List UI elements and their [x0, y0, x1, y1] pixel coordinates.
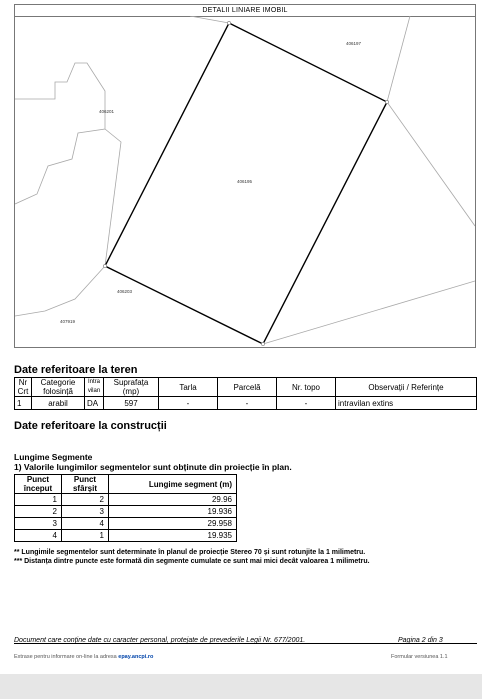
segmente-header-row [15, 475, 237, 494]
neighbour-line-right [387, 16, 410, 102]
cell-inceput: 2 [15, 506, 62, 518]
neighbour-line-right-lower [387, 102, 475, 226]
building-outline-left [15, 63, 105, 204]
col-observatii: Observații / Referințe [336, 378, 477, 397]
segmente-title: Lungime Segmente [14, 452, 93, 462]
col-intravilan: Intra vilan [85, 378, 104, 397]
cell-sfarsit: 1 [62, 530, 109, 542]
cell-sfarsit: 2 [62, 494, 109, 506]
neighbour-line-center-left [105, 129, 121, 266]
teren-title: Date referitoare la teren [14, 364, 138, 376]
cell-categorie: arabil [32, 397, 85, 410]
teren-header-row [15, 378, 477, 397]
table-row [15, 397, 477, 410]
col-nr-crt: Nr Crt [15, 378, 32, 397]
vertex-marker [261, 342, 264, 345]
col-tarla: Tarla [159, 378, 218, 397]
form-version: Formular versiunea 1.1 [391, 654, 448, 660]
table-row [15, 518, 237, 530]
col-lungime: Lungime segment (m) [109, 475, 237, 494]
page-number: Pagina 2 din 3 [398, 637, 443, 644]
cell-nr: 1 [15, 397, 32, 410]
footer-extract [14, 654, 153, 660]
table-row [15, 494, 237, 506]
footer-extract-text: Extrase pentru informare on-line la adresa [14, 654, 117, 660]
cell-intravilan: DA [85, 397, 104, 410]
cell-observatii: intravilan extins [336, 397, 477, 410]
vertex-marker [227, 21, 230, 24]
cell-inceput: 4 [15, 530, 62, 542]
cell-lungime: 19.936 [109, 506, 237, 518]
cell-lungime: 19.935 [109, 530, 237, 542]
teren-table [14, 377, 477, 410]
cell-parcela: - [218, 397, 277, 410]
table-row [15, 530, 237, 542]
plan-drawing [15, 16, 475, 348]
col-categorie: Categorie folosință [32, 378, 85, 397]
cell-suprafata: 597 [104, 397, 159, 410]
col-punct-sfarsit: Punct sfârșit [62, 475, 109, 494]
note-distanta: *** Distanța dintre puncte este formată din segmente cumulate ce sunt mai mici decât valoarea 1 milimetru. [14, 558, 370, 565]
vertex-marker [103, 264, 106, 267]
constructii-title: Date referitoare la construcții [14, 420, 167, 432]
vertex-marker [385, 100, 388, 103]
viewer-background [0, 674, 482, 699]
note-rotunjire: ** Lungimile segmentelor sunt determinate în planul de proiecție Stereo 70 și sunt rotunjite la 1 milimetru. [14, 549, 366, 556]
cell-inceput: 1 [15, 494, 62, 506]
cell-lungime: 29.958 [109, 518, 237, 530]
parcel-label-406195: 406195 [237, 179, 253, 184]
plan-frame [14, 4, 476, 348]
cell-sfarsit: 3 [62, 506, 109, 518]
neighbour-line-bottom [15, 266, 105, 316]
cell-nr-topo: - [277, 397, 336, 410]
cell-inceput: 3 [15, 518, 62, 530]
cell-tarla: - [159, 397, 218, 410]
parcel-label-406201: 406201 [99, 109, 115, 114]
parcel-label-407919: 407919 [60, 319, 76, 324]
col-nr-topo: Nr. topo [277, 378, 336, 397]
footer-divider [14, 643, 477, 644]
parcel-label-406197: 406197 [346, 41, 362, 46]
table-row [15, 506, 237, 518]
neighbour-line-bottom-right [263, 281, 475, 344]
cell-lungime: 29.96 [109, 494, 237, 506]
parcel-label-406203: 406203 [117, 289, 133, 294]
cell-sfarsit: 4 [62, 518, 109, 530]
col-punct-inceput: Punct început [15, 475, 62, 494]
plan-header: DETALII LINIARE IMOBIL [15, 5, 475, 17]
segmente-table [14, 474, 237, 542]
segmente-subtitle: 1) Valorile lungimilor segmentelor sunt obținute din proiecție în plan. [14, 462, 292, 472]
epay-link[interactable]: epay.ancpi.ro [118, 654, 154, 660]
footer-legal: Document care conține date cu caracter personal, protejate de prevederile Legii Nr. 677/2001. [14, 637, 306, 644]
col-parcela: Parcelă [218, 378, 277, 397]
neighbour-line-top [190, 16, 229, 23]
col-suprafata: Suprafața (mp) [104, 378, 159, 397]
